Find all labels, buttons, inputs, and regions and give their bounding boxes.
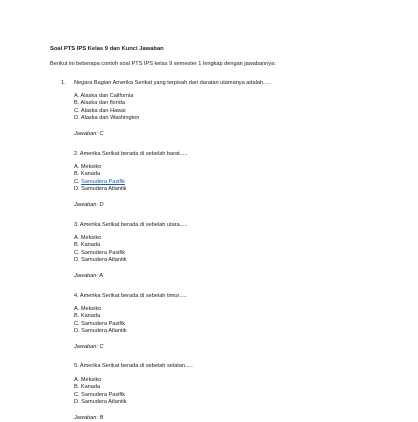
question-number: 1.: [61, 80, 66, 86]
question-4: [50, 293, 370, 352]
answer-key: Jawaban: C: [74, 131, 104, 138]
answer-key: Jawaban: C: [74, 344, 104, 351]
option-a: A. Meksiko: [74, 376, 102, 383]
question-text: [50, 80, 370, 87]
question-text: 3. Amerika Serikat berada di sebelah utara.....: [74, 221, 188, 228]
option-c-prefix: C.: [74, 178, 82, 185]
option-b: B. Kanada: [74, 171, 101, 178]
question-2: [50, 151, 370, 210]
question-1: [50, 80, 370, 139]
question-text: 5. Amerika Serikat berada di sebelah selatan.....: [74, 363, 193, 370]
document-title: Soal PTS IPS Kelas 9 dan Kunci Jawaban: [50, 46, 164, 52]
option-d: D. Samudera Atlantik: [74, 185, 127, 192]
option-b: B. Kanada: [74, 242, 101, 249]
option-a: A. Meksiko: [74, 306, 102, 312]
samudera-pasifik-link[interactable]: Samudera Pasifik: [81, 178, 125, 185]
answer-key: Jawaban: D: [74, 202, 104, 209]
question-body: Negara Bagian Amerika Serikat yang terpisah dari daratan utamanya adalah.....: [74, 80, 271, 86]
option-d: D. Samudera Atlantik: [74, 327, 127, 334]
option-d: D. Samudera Atlantik: [74, 398, 127, 405]
answer-key: Jawaban: B: [74, 415, 104, 422]
option-c: C. Samudera Pasifik: [74, 391, 125, 398]
option-a: A. Meksiko: [74, 235, 102, 242]
option-c: [74, 179, 370, 186]
option-b: B. Kanada: [74, 313, 101, 320]
option-a: A. Meksiko: [74, 164, 102, 171]
option-c: C. Alaska dan Hawai: [74, 107, 126, 114]
intro-paragraph: Berikut ini beberapa contoh soal PTS IPS kelas 9 semester 1 lengkap dengan jawabannya:: [50, 61, 276, 67]
option-a: A. Alaska dan California: [74, 93, 134, 100]
option-d: D. Alaska dan Washington: [74, 114, 140, 121]
option-b: B. Alaska dan florida: [74, 100, 125, 107]
option-list: [50, 306, 370, 335]
question-text: 2. Amerika Serikat berada di sebelah barat.....: [74, 150, 188, 157]
answer-key: Jawaban: A: [74, 273, 104, 280]
question-list: [50, 80, 370, 422]
option-list: [50, 93, 370, 122]
option-d: D. Samudera Atlantik: [74, 256, 127, 263]
option-b: B. Kanada: [74, 384, 101, 391]
question-3: [50, 222, 370, 281]
question-text: 4. Amerika Serikat berada di sebelah timur.....: [74, 292, 187, 299]
option-list: [50, 235, 370, 264]
option-list: [50, 164, 370, 193]
question-5: [50, 363, 370, 422]
option-c: C. Samudera Pasifik: [74, 320, 125, 327]
option-c: C. Samudera Pasifik: [74, 249, 125, 256]
option-list: [50, 377, 370, 406]
